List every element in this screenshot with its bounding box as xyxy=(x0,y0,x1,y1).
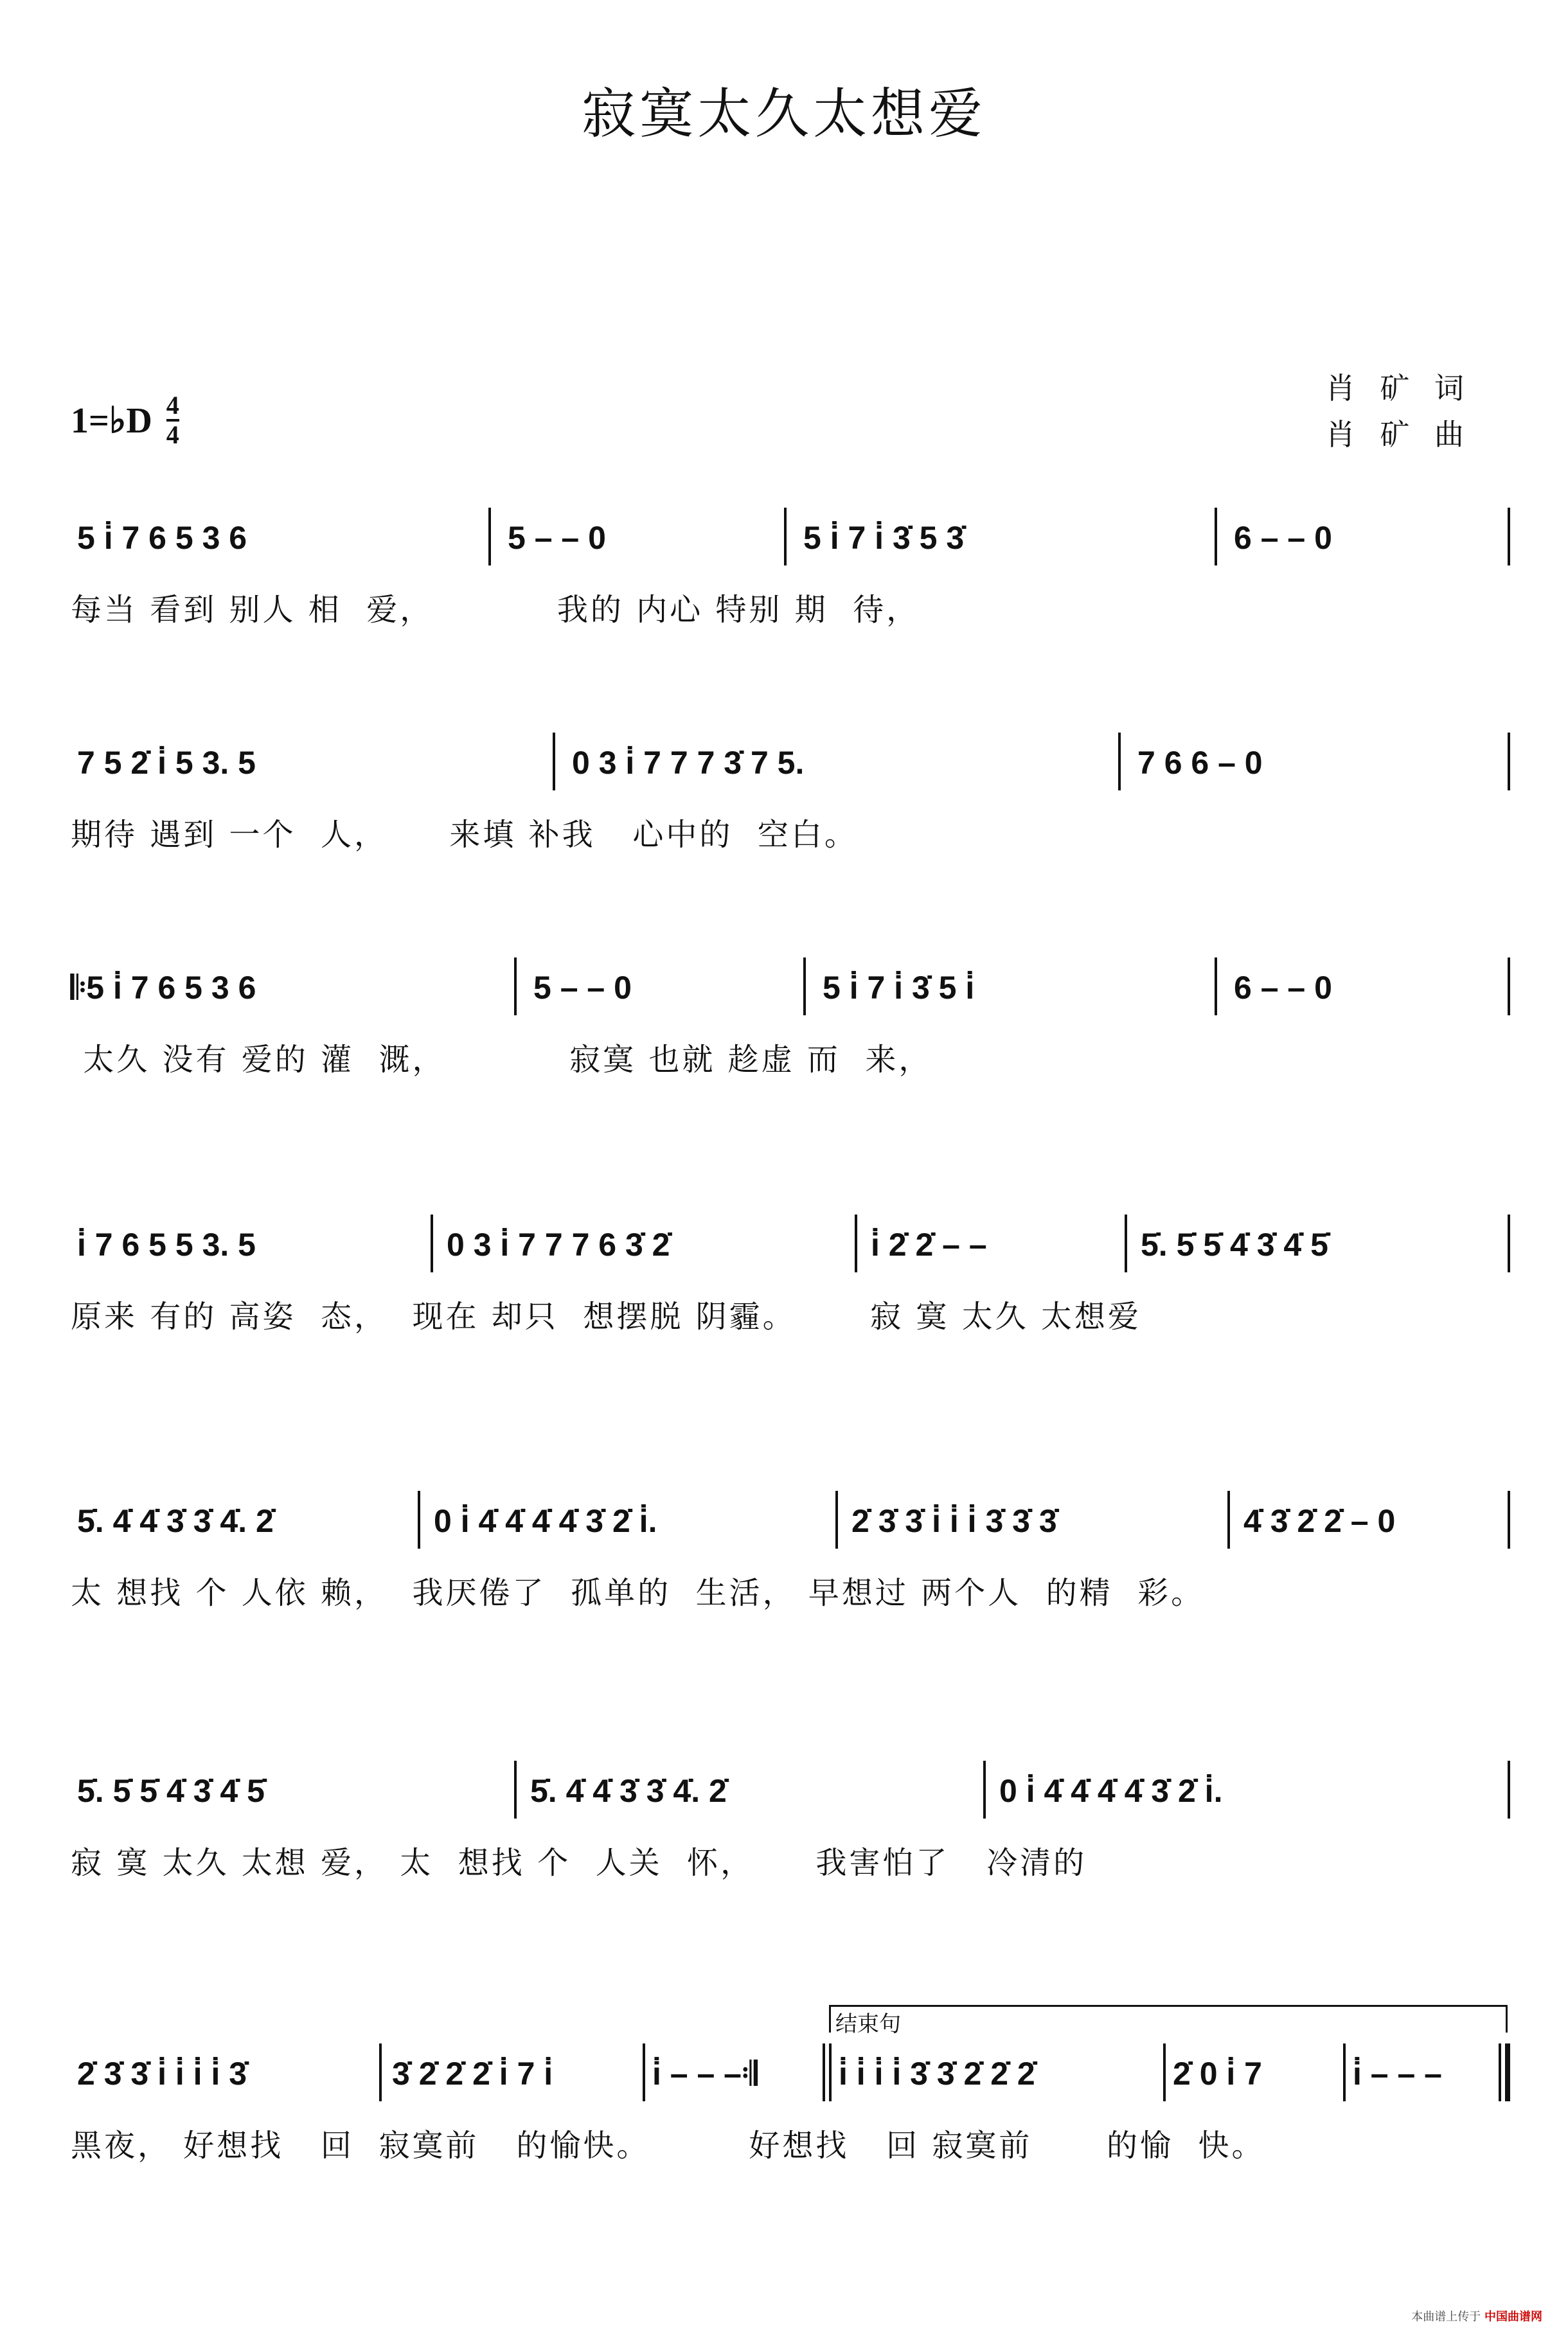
ending-bracket xyxy=(829,2005,1508,2033)
lyrics-row: 太 想找 个 人依 赖， 我厌倦了 孤单的 生活， 早想过 两个人 的精 彩。 xyxy=(71,1575,1205,1611)
barline xyxy=(553,733,555,790)
song-title: 寂寞太久太想爱 xyxy=(581,82,986,145)
measure: 5 – – 0 xyxy=(508,520,606,556)
measure: 5̇. 4̇ 4̇ 3̇ 3̇ 4̇. 2̇ xyxy=(530,1773,727,1809)
barline xyxy=(514,957,517,1015)
measure: 4̇ 3̇ 2̇ 2̇ – 0 xyxy=(1243,1503,1396,1539)
barline xyxy=(829,2043,832,2101)
key-label: 1=♭D xyxy=(71,400,152,441)
barline xyxy=(431,1215,433,1272)
notes-row xyxy=(71,1215,1510,1285)
measure: 2̇ 3̇ 3̇ i̇ i̇ i̇ i̇ 3̇ xyxy=(77,2056,247,2092)
measure: 5̇. 5̇ 5̇ 4̇ 3̇ 4̇ 5̇ xyxy=(77,1773,265,1809)
time-signature xyxy=(166,392,179,449)
barline xyxy=(1508,733,1510,790)
measure: i̇ – – –𝄇 xyxy=(652,2056,758,2092)
barline xyxy=(1508,1215,1510,1272)
measure: 7 5 2̇ i̇ 5 3. 5 xyxy=(77,745,256,781)
barline xyxy=(1125,1215,1127,1272)
lyrics-row: 期待 遇到 一个 人， 来填 补我 心中的 空白。 xyxy=(71,817,858,853)
lyrics-row: 太久 没有 爱的 灌 溉， 寂寞 也就 趁虚 而 来， xyxy=(71,1042,932,1078)
lyrics-row: 黑夜， 好想找 回 寂寞前 的愉快。 好想找 回 寂寞前 的愉 快。 xyxy=(71,2128,1265,2164)
measure: 5 i̇ 7 6 5 3 6 xyxy=(77,520,247,556)
footer-prefix: 本曲谱上传于 xyxy=(1411,2310,1481,2324)
barline xyxy=(784,508,787,565)
measure: 2̇ 0 i̇ 7 xyxy=(1173,2056,1262,2092)
measure: 5 – – 0 xyxy=(533,970,632,1006)
barline xyxy=(823,2043,825,2101)
barline xyxy=(855,1215,857,1272)
notes-row xyxy=(71,733,1510,803)
time-signature-bottom: 4 xyxy=(166,420,179,449)
measure: 5 i̇ 7 i̇ 3̇ 5 3̇ xyxy=(803,520,965,556)
measure: i̇ i̇ i̇ i̇ 3̇ 3̇ 2̇ 2̇ 2̇ xyxy=(839,2056,1035,2092)
ending-label: 结束句 xyxy=(835,2011,901,2037)
measure: 0 i̇ 4̇ 4̇ 4̇ 4̇ 3̇ 2̇ i̇. xyxy=(434,1503,657,1539)
footer-site: 中国曲谱网 xyxy=(1484,2310,1542,2324)
barline xyxy=(1499,2043,1501,2101)
barline xyxy=(1343,2043,1346,2101)
lyricist-credit: 肖 矿 词 xyxy=(1325,371,1472,405)
barline xyxy=(983,1761,986,1819)
barline xyxy=(1508,1761,1510,1819)
barline xyxy=(488,508,491,565)
barline xyxy=(1508,957,1510,1015)
composer-credit: 肖 矿 曲 xyxy=(1325,417,1472,452)
barline xyxy=(379,2043,382,2101)
barline xyxy=(1508,508,1510,565)
barline xyxy=(835,1491,838,1549)
notes-row xyxy=(71,1761,1510,1831)
barline xyxy=(418,1491,420,1549)
notes-row xyxy=(71,957,1510,1028)
barline xyxy=(514,1761,517,1819)
measure: i̇ 7 6 5 5 3. 5 xyxy=(77,1227,256,1263)
measure: 5̇. 4̇ 4̇ 3̇ 3̇ 4̇. 2̇ xyxy=(77,1503,274,1539)
barline xyxy=(1118,733,1121,790)
key-signature xyxy=(71,392,179,449)
barline xyxy=(803,957,806,1015)
measure: i̇ – – – xyxy=(1353,2056,1442,2092)
measure: 5 i̇ 7 i̇ 3̇ 5 i̇ xyxy=(823,970,975,1006)
barline xyxy=(643,2043,645,2101)
credits xyxy=(1326,365,1472,458)
barline xyxy=(1163,2043,1166,2101)
measure: 2̇ 3̇ 3̇ i̇ i̇ i̇ 3̇ 3̇ 3̇ xyxy=(851,1503,1057,1539)
lyrics-row: 每当 看到 别人 相 爱， 我的 内心 特别 期 待， xyxy=(71,592,920,628)
lyrics-row: 寂 寞 太久 太想 爱， 太 想找 个 人关 怀， 我害怕了 冷清的 xyxy=(71,1845,1087,1881)
measure: 5̇. 5̇ 5̇ 4̇ 3̇ 4̇ 5̇ xyxy=(1141,1227,1328,1263)
notes-row xyxy=(71,508,1510,578)
footer xyxy=(1411,2308,1542,2324)
notes-row xyxy=(71,1491,1510,1562)
notes-row xyxy=(71,2043,1510,2114)
measure: i̇ 2̇ 2̇ – – xyxy=(871,1227,987,1263)
measure: 6 – – 0 xyxy=(1234,970,1332,1006)
measure: 7 6 6 – 0 xyxy=(1137,745,1263,781)
final-barline xyxy=(1505,2043,1510,2101)
time-signature-top: 4 xyxy=(166,392,179,422)
barline xyxy=(1215,508,1217,565)
barline xyxy=(1227,1491,1230,1549)
measure: 0 i̇ 4̇ 4̇ 4̇ 4̇ 3̇ 2̇ i̇. xyxy=(999,1773,1223,1809)
barline xyxy=(1508,1491,1510,1549)
barline xyxy=(1215,957,1217,1015)
measure: 0 3 i̇ 7 7 7 3̇ 7 5. xyxy=(572,745,805,781)
measure: 6 – – 0 xyxy=(1234,520,1332,556)
measure: 0 3 i̇ 7 7 7 6 3̇ 2̇ xyxy=(447,1227,670,1263)
measure: 𝄆5 i̇ 7 6 5 3 6 xyxy=(71,970,256,1006)
lyrics-row: 原来 有的 高姿 态， 现在 却只 想摆脱 阴霾。 寂 寞 太久 太想爱 xyxy=(71,1299,1141,1335)
measure: 3̇ 2̇ 2̇ 2̇ i̇ 7 i̇ xyxy=(392,2056,553,2092)
